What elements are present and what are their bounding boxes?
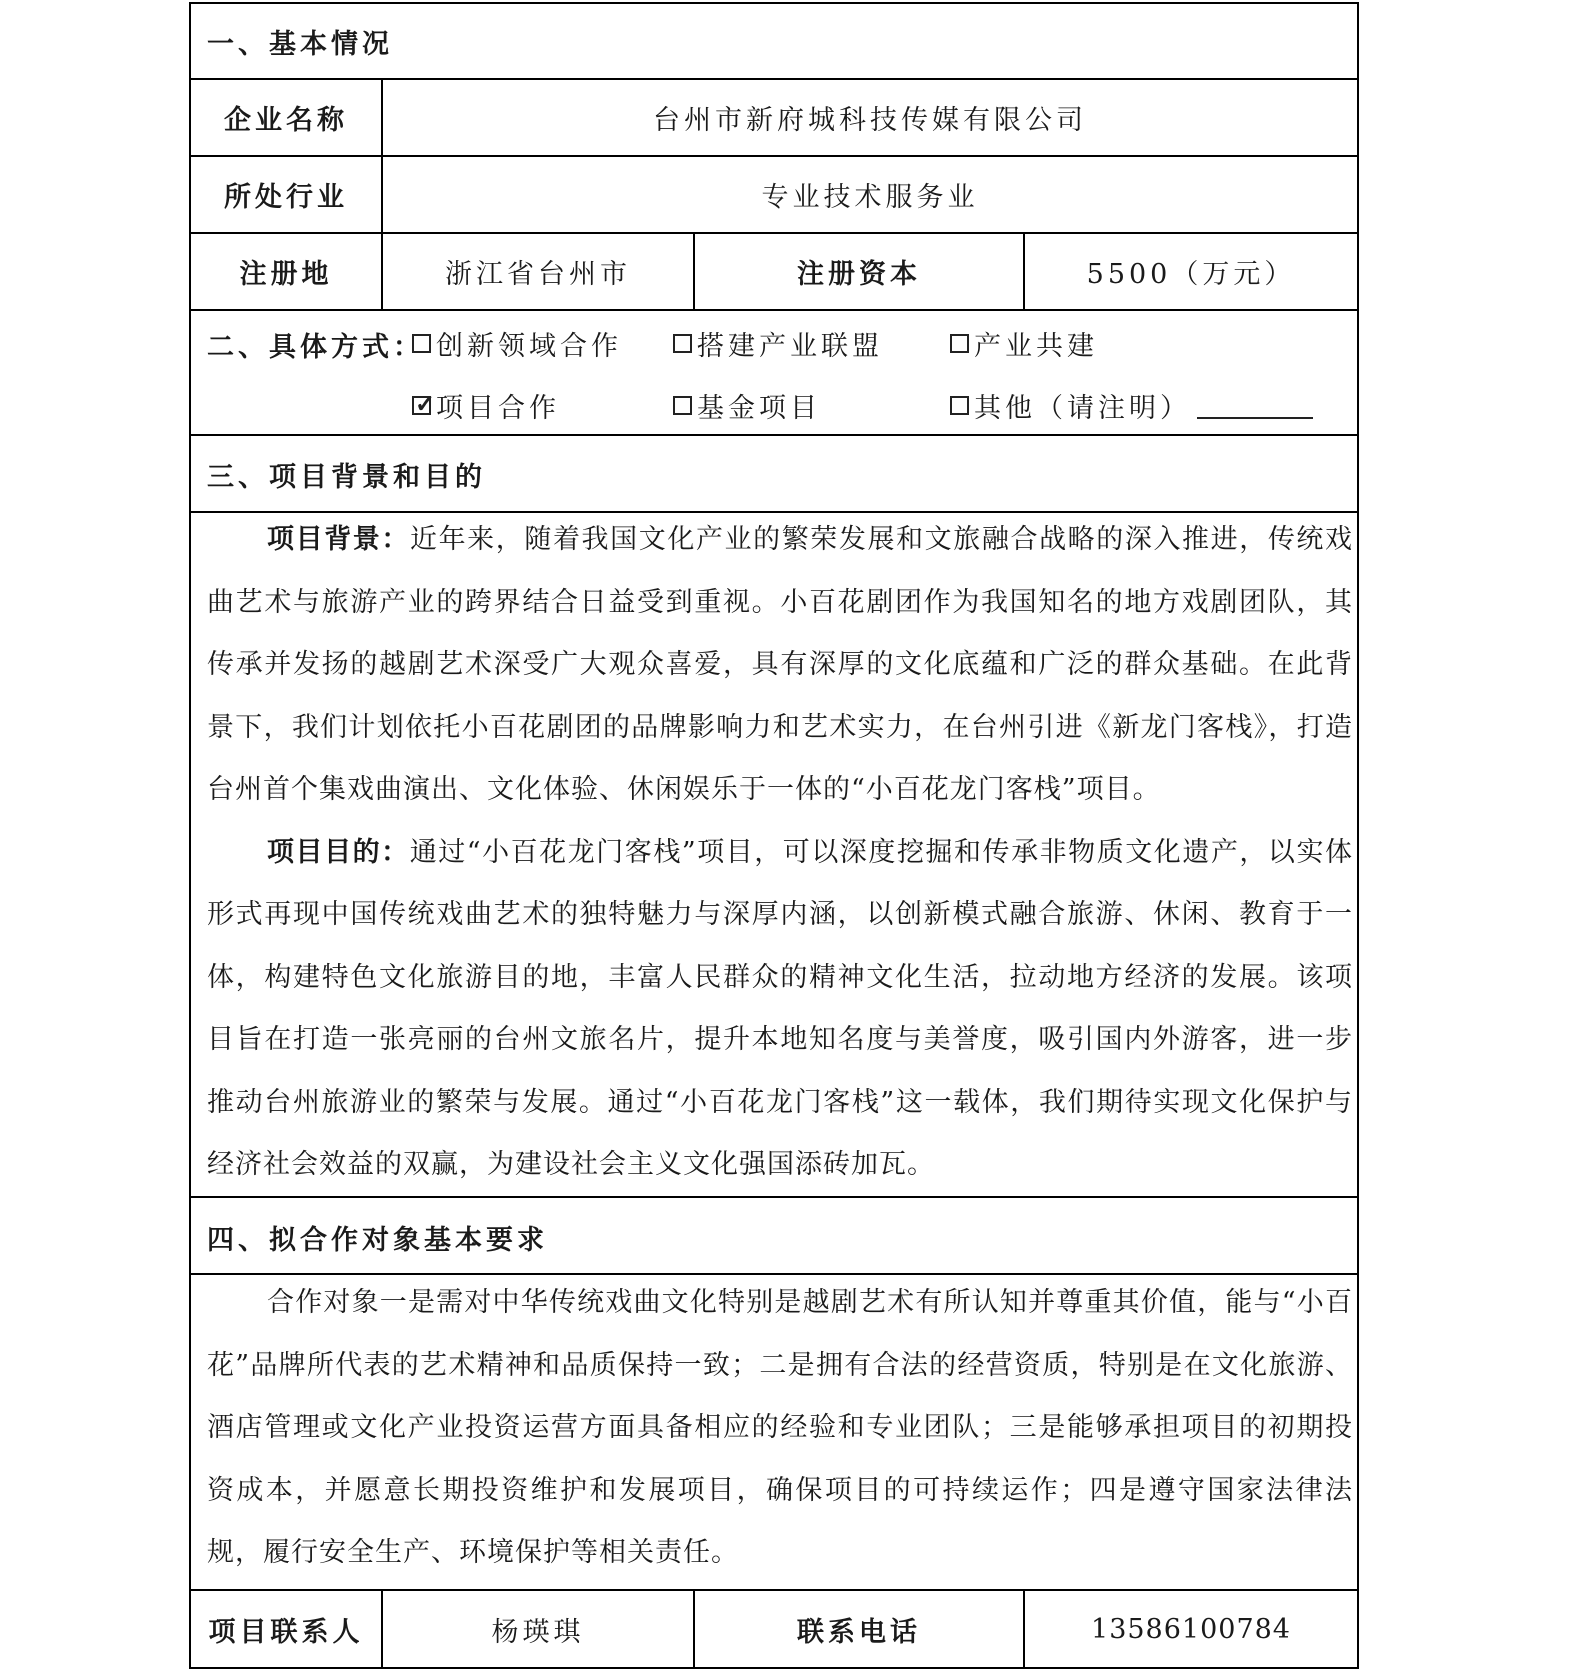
purpose-paragraph [207, 822, 1353, 1197]
other-blank-field[interactable] [1197, 393, 1313, 419]
project-background-purpose-body [207, 509, 1353, 1197]
registration-place-value: 浙江省台州市 [445, 259, 631, 290]
purpose-text: 通过“小百花龙门客栈”项目，可以深度挖掘和传承非物质文化遗产，以实体形式再现中国传统戏曲艺术的独特魅力与深厚内涵，以创新模式融合旅游、休闲、教育于一体，构建特色文化旅游目的地，丰富人民群众的精神文化生活，拉动地方经济的发展。该项目旨在打造一张亮丽的台州文旅名片，提升本地知名度与美誉度，吸引国内外游客，进一步推动台州旅游业的繁荣与发展。通过“小百花龙门客栈”这一载体，我们期待实现文化保护与经济社会效益的双赢，为建设社会主义文化强国添砖加瓦。 [207, 836, 1354, 1180]
row-divider [189, 434, 1359, 436]
section-1-title: 一、基本情况 [207, 29, 393, 60]
background-text: 近年来，随着我国文化产业的繁荣发展和文旅融合战略的深入推进，传统戏曲艺术与旅游产业的跨界结合日益受到重视。小百花剧团作为我国知名的地方戏剧团队，其传承并发扬的越剧艺术深受广大观众喜爱，具有深厚的文化底蕴和广泛的群众基础。在此背景下，我们计划依托小百花剧团的品牌影响力和艺术实力，在台州引进《新龙门客栈》，打造台州首个集戏曲演出、文化体验、休闲娱乐于一体的“小百花龙门客栈”项目。 [207, 524, 1354, 805]
option-label: 其他（请注明） [974, 393, 1191, 424]
partner-requirements-body [207, 1272, 1353, 1585]
row-divider [189, 2, 1359, 4]
registered-capital-label: 注册资本 [797, 259, 921, 290]
section-4-title: 四、拟合作对象基本要求 [207, 1225, 548, 1256]
contact-phone-value: 13586100784 [1091, 1613, 1291, 1645]
option-label: 创新领域合作 [436, 331, 622, 362]
industry-value: 专业技术服务业 [761, 182, 979, 213]
contact-person-value: 杨瑛琪 [491, 1616, 585, 1648]
row-divider [189, 309, 1359, 311]
contact-phone-label: 联系电话 [797, 1616, 921, 1648]
row-divider [189, 1667, 1359, 1669]
industry-label: 所处行业 [224, 182, 348, 213]
section-2-title: 二、具体方式： [207, 332, 424, 363]
purpose-label: 项目目的： [267, 836, 410, 868]
checkbox-icon[interactable] [412, 334, 431, 353]
company-name-label: 企业名称 [224, 105, 348, 136]
option-project-cooperation[interactable] [412, 386, 560, 425]
checkbox-checked-icon[interactable] [412, 396, 431, 415]
contact-person-label: 项目联系人 [208, 1616, 364, 1648]
background-label: 项目背景： [267, 524, 410, 555]
checkbox-icon[interactable] [673, 396, 692, 415]
option-fund-project[interactable] [673, 386, 821, 425]
registration-place-label: 注册地 [239, 259, 333, 290]
background-paragraph [207, 509, 1353, 822]
requirements-paragraph: 合作对象一是需对中华传统戏曲文化特别是越剧艺术有所认知并尊重其价值，能与“小百花”品牌所代表的艺术精神和品质保持一致；二是拥有合法的经营资质，特别是在文化旅游、酒店管理或文化产业投资运营方面具备相应的经验和专业团队；三是能够承担项目的初期投资成本，并愿意长期投资维护和发展项目，确保项目的可持续运作；四是遵守国家法律法规，履行安全生产、环境保护等相关责任。 [207, 1287, 1353, 1568]
option-other[interactable] [950, 386, 1313, 425]
option-label: 产业共建 [974, 331, 1098, 362]
option-label: 项目合作 [436, 393, 560, 424]
section-3-title: 三、项目背景和目的 [207, 462, 486, 493]
checkbox-icon[interactable] [673, 334, 692, 353]
checkbox-icon[interactable] [950, 396, 969, 415]
table-border-right [1357, 2, 1359, 1669]
registered-capital-value: 5500（万元） [1086, 259, 1296, 290]
option-industry-co-construction[interactable] [950, 324, 1098, 363]
option-label: 基金项目 [697, 393, 821, 424]
company-name-value: 台州市新府城科技传媒有限公司 [653, 105, 1087, 136]
checkbox-icon[interactable] [950, 334, 969, 353]
option-industry-alliance[interactable] [673, 324, 883, 363]
option-innovation-cooperation[interactable] [412, 324, 622, 363]
option-label: 搭建产业联盟 [697, 331, 883, 362]
